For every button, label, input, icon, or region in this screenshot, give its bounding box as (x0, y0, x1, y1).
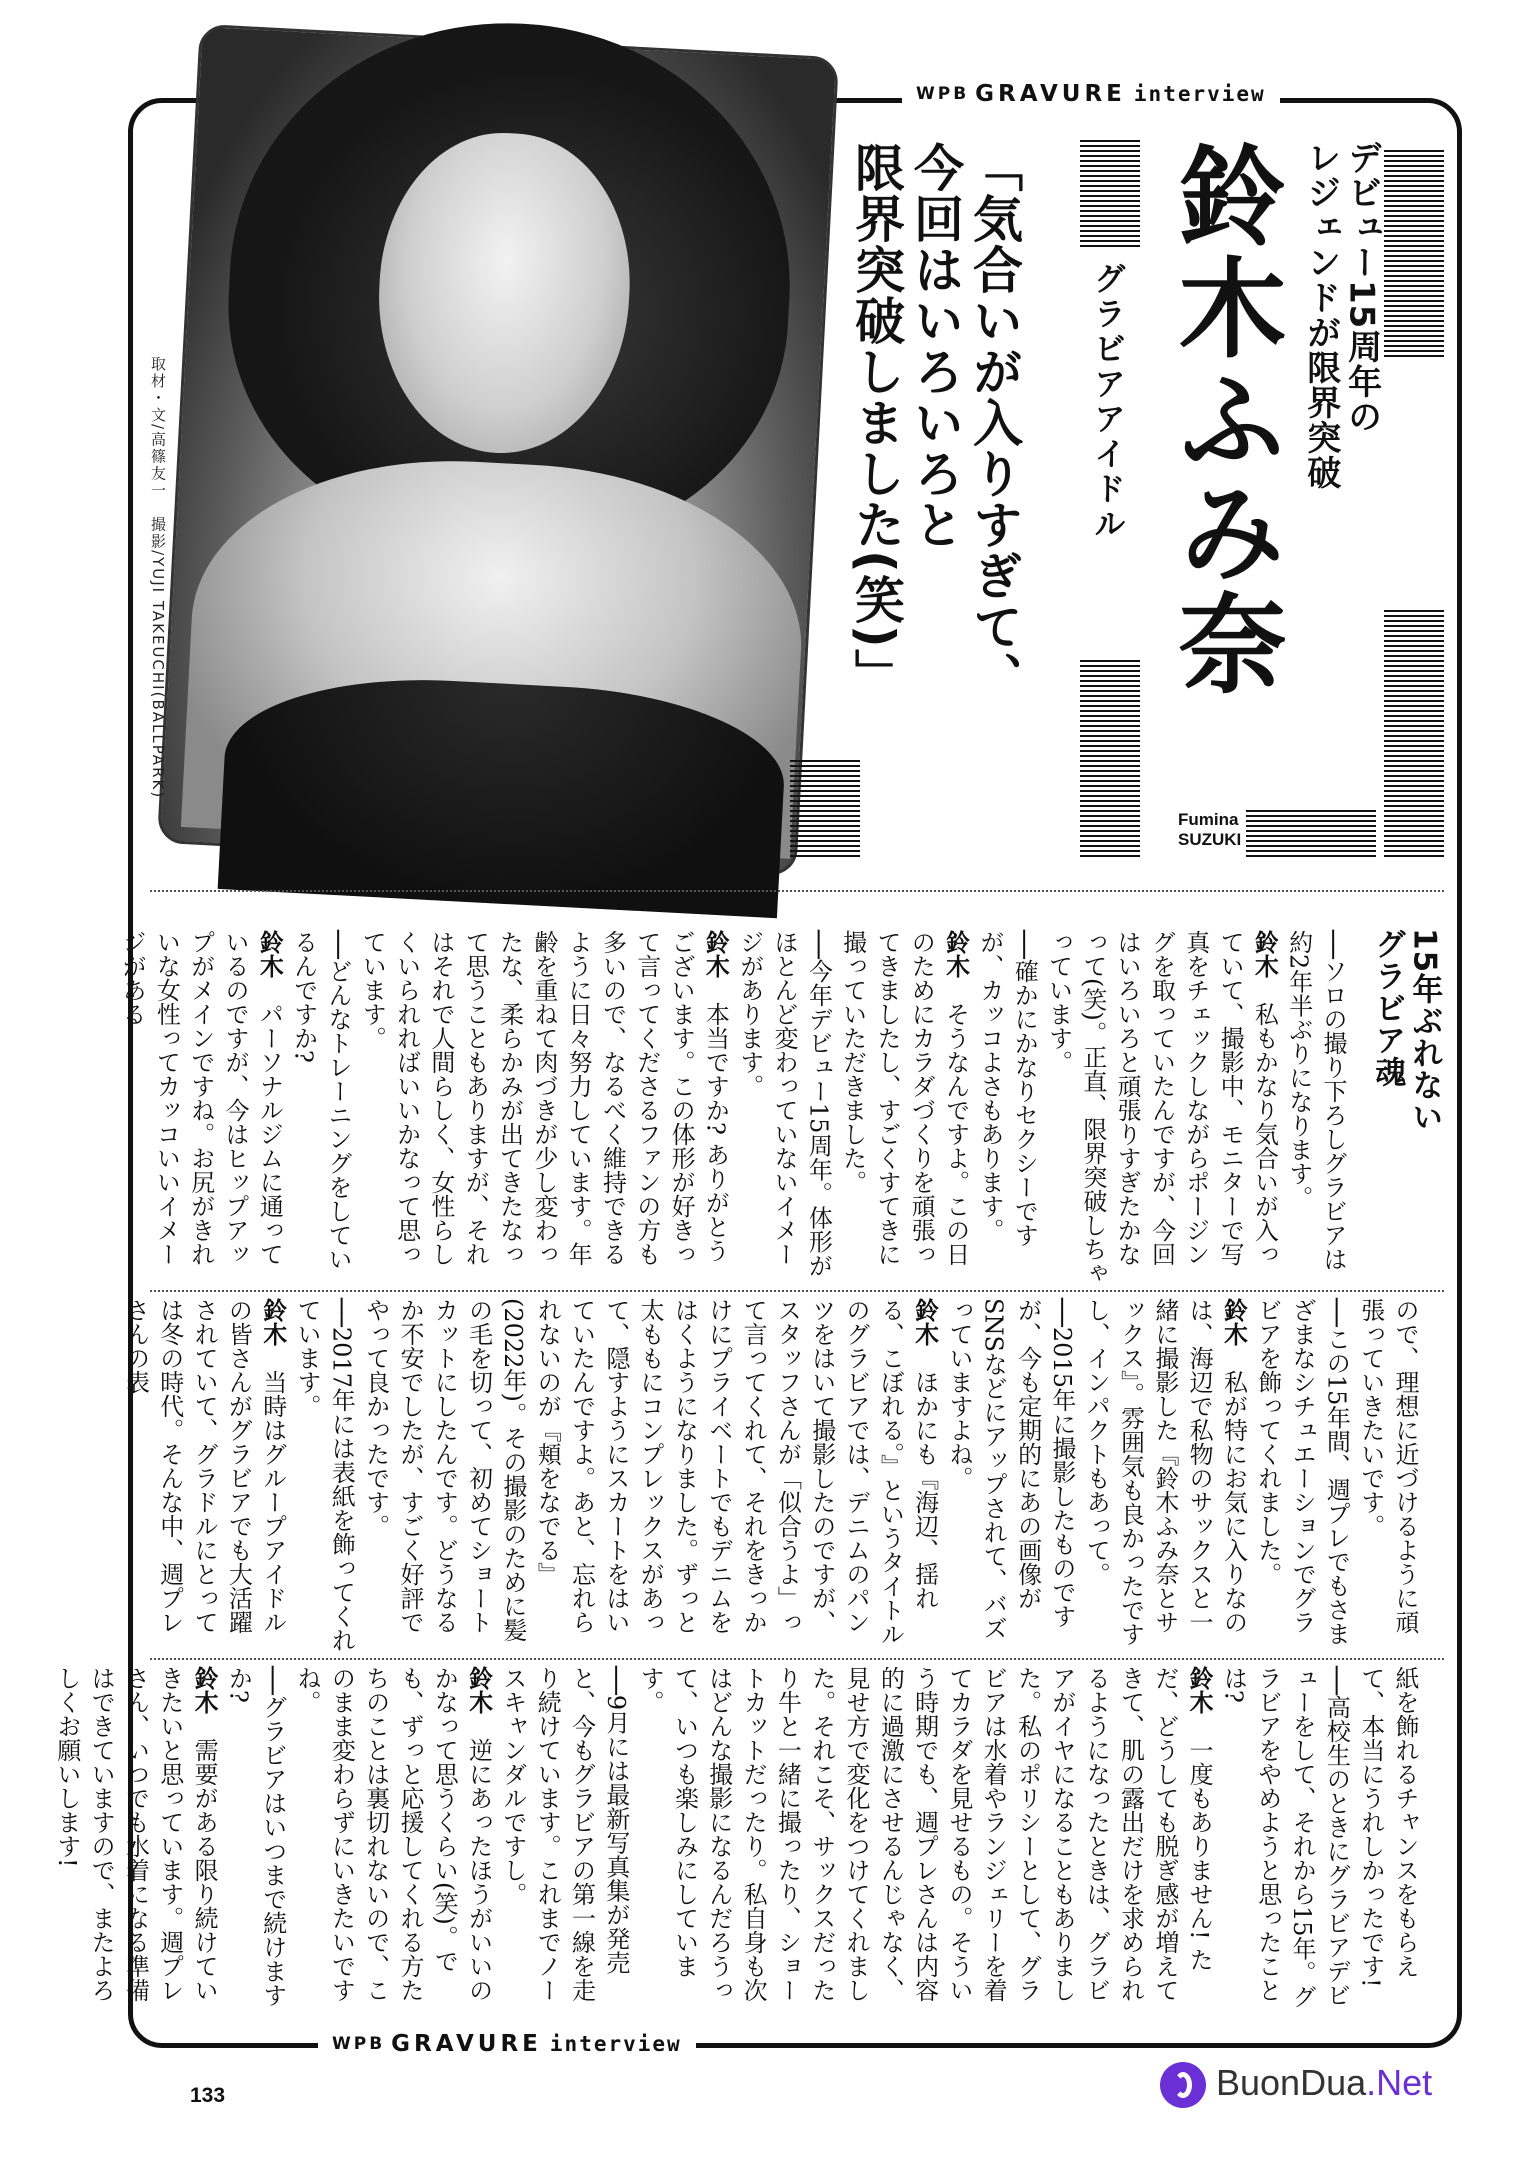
article-paragraph (1250, 1298, 1353, 1654)
article-paragraph (286, 930, 355, 1286)
watermark (1160, 2062, 1432, 2108)
paragraph-text: 紙を飾れるチャンスをもらえて、本当にうれしかったです! (1356, 1666, 1419, 1988)
watermark-logo-icon (1160, 2062, 1206, 2108)
paragraph-text: ──9月には最新写真集が発売と、今もグラビアの第一線を走り続けています。これまでノースキャンダルですし。 (498, 1666, 630, 2002)
paragraph-text: ──今年デビュー15周年。体形がほとんど変わっていないイメージがあります。 (735, 930, 833, 1278)
speaker-label: 鈴木 (255, 930, 284, 1002)
title-subtitle (1300, 140, 1382, 620)
paragraph-text: 私が特にお気に入りなのは、海辺で私物のサックスと一緒に撮影した『鈴木ふみ奈とサックス』。雰囲気も良かったですし、インパクトもあって。 (1082, 1298, 1248, 1646)
romaji-given: Fumina (1178, 810, 1239, 829)
article-band-2 (121, 1298, 1422, 1654)
article-paragraph (496, 1666, 633, 2018)
paragraph-text: 私もかなり気合いが入っていて、撮影中、モニターで写真をチェックしながらポージングを取っていたんですが、今回はいろいろと頑張りすぎたかなって(笑)。正直、限界突破しちゃっています。 (1044, 930, 1279, 1285)
paragraph-text: ──2015年に撮影したものですが、今も定期的にあの画像がSNSなどにアップされて、バズっていますよね。 (944, 1298, 1076, 1640)
header-kind: interview (1133, 82, 1266, 106)
header-kind: interview (549, 2032, 682, 2056)
model-role: グラビアアイドル (1089, 262, 1127, 542)
article-paragraph (115, 930, 287, 1286)
header-section: GRAVURE (975, 81, 1126, 107)
paragraph-text: ──グラビアはいつまで続けますか? (224, 1666, 287, 2007)
title-stripe (1384, 610, 1444, 860)
article-paragraph (358, 1298, 941, 1654)
divider (150, 890, 1444, 892)
header-top (902, 81, 1280, 107)
article-paragraph (118, 1298, 290, 1654)
article-paragraph (973, 930, 1042, 1286)
section-title-line2: グラビア魂 (1369, 928, 1406, 1088)
paragraph-text: ──ソロの撮り下ろしグラビアは約2年半ぶりになります。 (1284, 930, 1347, 1271)
credit-photographer: 撮影/YUJI TAKEUCHI(BALLPARK) (149, 516, 167, 800)
paragraph-text: 逆にあったほうがいいのかなって思うくらい(笑)。でも、ずっと応援してくれる方たちのことは裏切れないので、このまま変わらずにいきたいですね。 (293, 1666, 493, 2002)
article-paragraph (1281, 930, 1350, 1286)
speaker-label: 鈴木 (1250, 930, 1279, 1002)
article-paragraph (1079, 1298, 1251, 1654)
speaker-label: 鈴木 (190, 1666, 219, 1738)
subtitle-line2: レジェンドが限界突破 (1300, 140, 1341, 490)
title-stripe (790, 760, 860, 860)
subtitle-line1: デビュー15周年の (1341, 140, 1382, 435)
paragraph-text: 当時はグループアイドルの皆さんがグラビアでも大活躍されていて、グラドルにとっては冬の時代。そんな中、週プレさんの表 (121, 1298, 287, 1634)
watermark-brand: BuonDua (1216, 2062, 1367, 2103)
divider (150, 1290, 1444, 1292)
paragraph-text: ──高校生のときにグラビアデビューをして、それから15年。グラビアをやめようと思ったことは? (1219, 1666, 1351, 2009)
section-title (1368, 928, 1442, 1133)
speaker-label: 鈴木 (941, 930, 970, 1002)
header-brand: WPB (916, 84, 970, 104)
article-paragraph (1041, 930, 1281, 1286)
credit-writer: 取材・文/高篠友一 (149, 356, 167, 500)
article-paragraph (942, 1298, 1079, 1654)
paragraph-text: ──確かにかなりセクシーですが、カッコよさもあります。 (975, 930, 1039, 1247)
romaji-family: SUZUKI (1178, 830, 1242, 850)
article-paragraph (50, 1666, 222, 2018)
header-bottom (318, 2031, 696, 2057)
divider (150, 1658, 1444, 1660)
article-paragraph (732, 930, 835, 1286)
article-band-1 (118, 930, 1350, 1286)
headline-quote (846, 142, 1023, 762)
gravure-photo (157, 24, 839, 876)
title-stripe (1384, 150, 1444, 360)
page-number: 133 (190, 2084, 226, 2107)
article-paragraph (1353, 1666, 1422, 2018)
header-brand: WPB (332, 2034, 386, 2054)
speaker-label: 鈴木 (701, 930, 730, 1002)
model-name-romaji (1178, 810, 1241, 851)
article-paragraph (633, 1666, 1216, 2018)
section-title-line1: 15年ぶれない (1406, 928, 1443, 1134)
speaker-label: 鈴木 (1185, 1666, 1214, 1738)
article-paragraph (221, 1666, 290, 2018)
quote-line3: 限界突破しました(笑)」 (847, 142, 905, 700)
paragraph-text: ──どんなトレーニングをしているんですか? (289, 930, 352, 1271)
paragraph-text: ので、理想に近づけるように頑張っていきたいです。 (1356, 1298, 1419, 1634)
credit (148, 356, 169, 799)
article-paragraph (290, 1666, 496, 2018)
title-stripe (1080, 140, 1140, 250)
quote-line1: 「気合いが入りすぎて、 (965, 142, 1023, 703)
paragraph-text: パーソナルジムに通っているのですが、今はヒップアップがメインですね。お尻がきれいな女性ってカッコいいイメージがある (118, 930, 284, 1266)
speaker-label: 鈴木 (910, 1298, 939, 1370)
quote-line2: 今回はいろいろと (906, 142, 964, 550)
paragraph-text: 本当ですか? ありがとうございます。この体形が好きって言ってくださるファンの方も多いので、なるべく維持できるように日々努力しています。年齢を重ねて肉づきが少し変わったな、柔らかみが出てきたなって思うこともありますが、それはそれで人間らしく、女性らしくいられればいいかなって思っています。 (358, 930, 730, 1266)
header-section: GRAVURE (391, 2031, 542, 2057)
title-stripe (1080, 660, 1140, 860)
article-band-3 (52, 1666, 1422, 2018)
model-name: 鈴木ふみ奈 (1160, 140, 1285, 700)
article-paragraph (1353, 1298, 1422, 1654)
paragraph-text: ほかにも『海辺、揺れる、こぼれる。』というタイトルのグラビアでは、デニムのパンツをはいて撮影したのですが、スタッフさんが「似合うよ」って言ってくれて、それをきっかけにプライベートでもデニムをはくようになりました。ずっと太ももにコンプレックスがあって、隠すようにスカートをはいていたんですよ。あと、忘れられないのが『頬をなでる』(2022年)。その撮影のために髪の毛を切って、初めてショートカットにしたんです。どうなるか不安でしたが、すごく好評でやって良かったです。 (361, 1298, 939, 1646)
speaker-label: 鈴木 (464, 1666, 493, 1738)
paragraph-text: ──この15年間、週プレでもさまざまなシチュエーションでグラビアを飾ってくれました。 (1253, 1298, 1351, 1646)
watermark-tld: .Net (1366, 2062, 1433, 2103)
speaker-label: 鈴木 (258, 1298, 287, 1370)
article-paragraph (355, 930, 732, 1286)
article-paragraph (290, 1298, 359, 1654)
title-stripe (1246, 810, 1376, 860)
paragraph-text: 一度もありません! ただ、どうしても脱ぎ感が増えてきて、肌の露出だけを求められるようになったときは、グラビアがイヤになることもありました。私のポリシーとして、グラビアは水着やランジェリーを着てカラダを見せるもの。そういう時期でも、週プレさんは内容的に過激にさせるんじゃなく、見せ方で変化をつけてくれました。それこそ、サックスだったり牛と一緒に撮ったり、ショートカットだったり。私自身も次はどんな撮影になるんだろうって、いつも楽しみにしています。 (636, 1666, 1214, 2002)
speaker-label: 鈴木 (1219, 1298, 1248, 1370)
paragraph-text: そうなんですよ。この日のためにカラダづくりを頑張ってきましたし、すごくすてきに撮っていただきました。 (838, 930, 970, 1266)
paragraph-text: 需要がある限り続けていきたいと思っています。週プレさん、いつでも水着になる準備はできていますので、またよろしくお願いします! (52, 1666, 219, 2002)
paragraph-text: ──2017年には表紙を飾ってくれています。 (293, 1298, 356, 1652)
article-paragraph (835, 930, 972, 1286)
article-paragraph (1216, 1666, 1353, 2018)
